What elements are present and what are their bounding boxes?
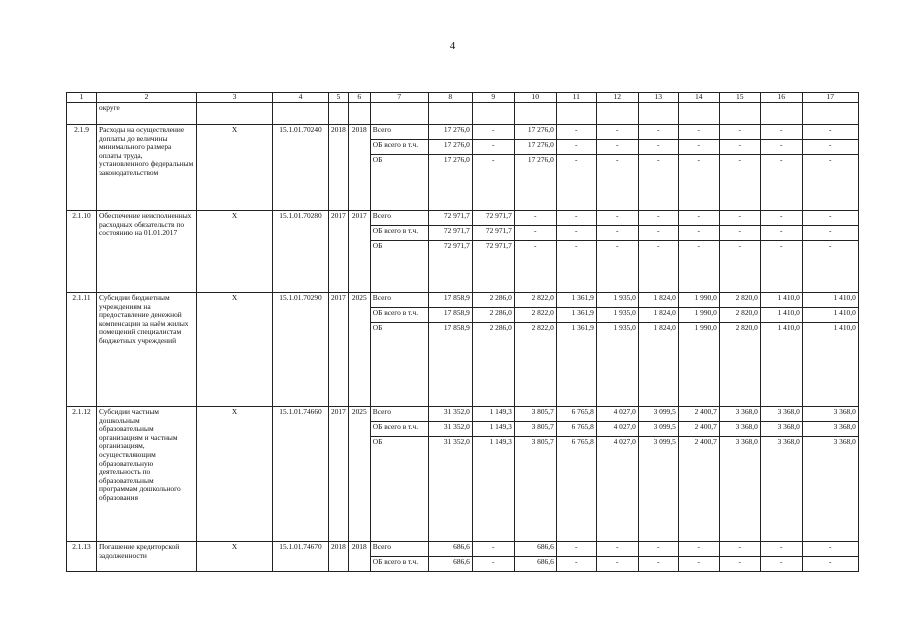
value-cell: 3 368,0 xyxy=(760,437,802,542)
col-header: 2 xyxy=(97,93,197,103)
value-cell: 1 410,0 xyxy=(802,293,858,308)
value-cell: - xyxy=(638,211,678,226)
value-cell: 6 765,8 xyxy=(556,437,596,542)
value-cell: 72 971,7 xyxy=(428,211,472,226)
value-cell: - xyxy=(802,542,858,557)
value-cell: - xyxy=(802,241,858,293)
value-cell: 17 858,9 xyxy=(428,323,472,407)
value-cell: 1 410,0 xyxy=(802,308,858,323)
value-cell: 1 361,9 xyxy=(556,323,596,407)
col-header: 1 xyxy=(67,93,97,103)
value-cell: - xyxy=(596,211,638,226)
funding-label: ОБ всего в т.ч. xyxy=(370,422,428,437)
value-cell: 72 971,7 xyxy=(428,226,472,241)
value-cell: 3 805,7 xyxy=(514,422,556,437)
value-cell: - xyxy=(678,542,719,557)
row-col3: X xyxy=(197,542,273,572)
value-cell: - xyxy=(638,125,678,140)
value-cell: - xyxy=(802,140,858,155)
value-cell: 1 935,0 xyxy=(596,308,638,323)
funding-label: ОБ xyxy=(370,323,428,407)
value-cell: - xyxy=(719,155,760,211)
value-cell: - xyxy=(596,125,638,140)
row-name: Погашение кредиторской задолженности xyxy=(97,542,197,572)
value-cell: 686,6 xyxy=(428,542,472,557)
value-cell: 2 822,0 xyxy=(514,308,556,323)
value-cell: - xyxy=(760,125,802,140)
col-header: 10 xyxy=(514,93,556,103)
value-cell: 31 352,0 xyxy=(428,437,472,542)
value-cell: - xyxy=(472,140,514,155)
value-cell: 2 820,0 xyxy=(719,323,760,407)
row-end-year: 2025 xyxy=(348,407,370,542)
value-cell: 1 410,0 xyxy=(760,323,802,407)
value-cell: 2 400,7 xyxy=(678,437,719,542)
row-end-year: 2017 xyxy=(348,211,370,293)
row-name: Субсидии частным дошкольным образовательным организациям и частным организациям, осуществляющим образовательную деятельность по образовательным программам дошкольного образования xyxy=(97,407,197,542)
table-row xyxy=(67,293,859,308)
value-cell: - xyxy=(678,557,719,572)
continuation-text: округе xyxy=(97,103,197,125)
value-cell: 3 099,5 xyxy=(638,422,678,437)
col-header: 15 xyxy=(719,93,760,103)
value-cell: - xyxy=(556,226,596,241)
col-header: 6 xyxy=(348,93,370,103)
funding-label: ОБ xyxy=(370,241,428,293)
value-cell: 72 971,7 xyxy=(472,226,514,241)
value-cell: 2 400,7 xyxy=(678,407,719,422)
value-cell: 31 352,0 xyxy=(428,422,472,437)
funding-label: Всего xyxy=(370,542,428,557)
value-cell: 1 935,0 xyxy=(596,293,638,308)
value-cell: 1 824,0 xyxy=(638,293,678,308)
col-header: 14 xyxy=(678,93,719,103)
value-cell: 72 971,7 xyxy=(472,211,514,226)
value-cell: 1 361,9 xyxy=(556,293,596,308)
value-cell: - xyxy=(719,226,760,241)
col-header: 4 xyxy=(273,93,329,103)
value-cell: 17 276,0 xyxy=(428,155,472,211)
value-cell: - xyxy=(638,241,678,293)
value-cell: 2 822,0 xyxy=(514,293,556,308)
value-cell: 2 820,0 xyxy=(719,293,760,308)
row-start-year: 2017 xyxy=(329,293,349,407)
col-header: 16 xyxy=(760,93,802,103)
col-header: 7 xyxy=(370,93,428,103)
value-cell: - xyxy=(802,557,858,572)
row-code: 15.1.01.70280 xyxy=(273,211,329,293)
value-cell: - xyxy=(678,211,719,226)
value-cell: - xyxy=(556,557,596,572)
value-cell: - xyxy=(760,241,802,293)
value-cell: - xyxy=(719,241,760,293)
value-cell: - xyxy=(596,542,638,557)
row-end-year: 2025 xyxy=(348,293,370,407)
value-cell: 3 368,0 xyxy=(802,422,858,437)
row-id: 2.1.12 xyxy=(67,407,97,542)
value-cell: 17 276,0 xyxy=(514,155,556,211)
value-cell: - xyxy=(678,140,719,155)
table-row xyxy=(67,542,859,557)
value-cell: 4 027,0 xyxy=(596,437,638,542)
row-start-year: 2017 xyxy=(329,407,349,542)
funding-label: ОБ всего в т.ч. xyxy=(370,557,428,572)
row-col3: X xyxy=(197,211,273,293)
row-col3: X xyxy=(197,125,273,211)
value-cell: 72 971,7 xyxy=(428,241,472,293)
value-cell: - xyxy=(514,241,556,293)
col-header: 11 xyxy=(556,93,596,103)
value-cell: 3 368,0 xyxy=(719,437,760,542)
col-header: 3 xyxy=(197,93,273,103)
funding-label: ОБ всего в т.ч. xyxy=(370,140,428,155)
value-cell: - xyxy=(472,125,514,140)
value-cell: 1 990,0 xyxy=(678,293,719,308)
value-cell: - xyxy=(556,125,596,140)
value-cell: - xyxy=(556,241,596,293)
funding-label: ОБ всего в т.ч. xyxy=(370,308,428,323)
row-start-year: 2018 xyxy=(329,125,349,211)
value-cell: - xyxy=(596,155,638,211)
value-cell: 1 824,0 xyxy=(638,308,678,323)
row-end-year: 2018 xyxy=(348,542,370,572)
row-name: Субсидии бюджетным учреждениям на предоставление денежной компенсации за наём жилых помещений специалистам бюджетных учреждений xyxy=(97,293,197,407)
value-cell: 2 286,0 xyxy=(472,293,514,308)
row-code: 15.1.01.74670 xyxy=(273,542,329,572)
value-cell: 6 765,8 xyxy=(556,407,596,422)
funding-label: Всего xyxy=(370,293,428,308)
value-cell: - xyxy=(802,226,858,241)
row-id: 2.1.10 xyxy=(67,211,97,293)
row-name: Расходы на осуществление доплаты до величины минимального размера оплаты труда, установленного федеральным законодательством xyxy=(97,125,197,211)
row-code: 15.1.01.70290 xyxy=(273,293,329,407)
value-cell: 3 368,0 xyxy=(760,407,802,422)
col-header: 13 xyxy=(638,93,678,103)
value-cell: 1 149,3 xyxy=(472,437,514,542)
value-cell: 686,6 xyxy=(514,542,556,557)
funding-label: Всего xyxy=(370,407,428,422)
col-header: 17 xyxy=(802,93,858,103)
value-cell: 72 971,7 xyxy=(472,241,514,293)
value-cell: 3 805,7 xyxy=(514,407,556,422)
value-cell: 2 822,0 xyxy=(514,323,556,407)
value-cell: 4 027,0 xyxy=(596,407,638,422)
value-cell: - xyxy=(719,211,760,226)
value-cell: - xyxy=(596,241,638,293)
value-cell: 3 099,5 xyxy=(638,437,678,542)
row-id: 2.1.9 xyxy=(67,125,97,211)
value-cell: 1 149,3 xyxy=(472,407,514,422)
row-code: 15.1.01.70240 xyxy=(273,125,329,211)
value-cell: 3 368,0 xyxy=(760,422,802,437)
value-cell: - xyxy=(514,211,556,226)
value-cell: - xyxy=(596,140,638,155)
value-cell: 4 027,0 xyxy=(596,422,638,437)
value-cell: - xyxy=(678,125,719,140)
value-cell: 1 149,3 xyxy=(472,422,514,437)
value-cell: - xyxy=(596,226,638,241)
value-cell: 2 820,0 xyxy=(719,308,760,323)
value-cell: 1 410,0 xyxy=(760,308,802,323)
value-cell: - xyxy=(556,542,596,557)
header-row xyxy=(67,93,859,103)
table-row xyxy=(67,125,859,140)
value-cell: 2 400,7 xyxy=(678,422,719,437)
value-cell: - xyxy=(760,557,802,572)
value-cell: - xyxy=(678,226,719,241)
col-header: 12 xyxy=(596,93,638,103)
value-cell: - xyxy=(719,125,760,140)
value-cell: 686,6 xyxy=(514,557,556,572)
value-cell: - xyxy=(719,140,760,155)
value-cell: - xyxy=(760,226,802,241)
value-cell: 1 410,0 xyxy=(802,323,858,407)
col-header: 9 xyxy=(472,93,514,103)
value-cell: - xyxy=(638,557,678,572)
value-cell: - xyxy=(678,155,719,211)
value-cell: - xyxy=(472,557,514,572)
value-cell: 3 099,5 xyxy=(638,407,678,422)
value-cell: - xyxy=(760,155,802,211)
value-cell: 1 410,0 xyxy=(760,293,802,308)
value-cell: - xyxy=(472,542,514,557)
row-id: 2.1.11 xyxy=(67,293,97,407)
value-cell: - xyxy=(556,140,596,155)
funding-label: Всего xyxy=(370,125,428,140)
value-cell: 3 805,7 xyxy=(514,437,556,542)
value-cell: 1 990,0 xyxy=(678,308,719,323)
funding-label: ОБ xyxy=(370,155,428,211)
value-cell: 3 368,0 xyxy=(802,407,858,422)
value-cell: - xyxy=(472,155,514,211)
value-cell: - xyxy=(638,226,678,241)
value-cell: - xyxy=(638,542,678,557)
value-cell: - xyxy=(556,211,596,226)
value-cell: - xyxy=(596,557,638,572)
value-cell: - xyxy=(719,542,760,557)
value-cell: 2 286,0 xyxy=(472,308,514,323)
table-body xyxy=(67,93,859,572)
page-number: 4 xyxy=(449,40,456,52)
value-cell: 3 368,0 xyxy=(719,422,760,437)
value-cell: 1 935,0 xyxy=(596,323,638,407)
value-cell: 2 286,0 xyxy=(472,323,514,407)
value-cell: 31 352,0 xyxy=(428,407,472,422)
value-cell: - xyxy=(760,211,802,226)
value-cell: - xyxy=(638,140,678,155)
col-header: 8 xyxy=(428,93,472,103)
row-start-year: 2018 xyxy=(329,542,349,572)
value-cell: 3 368,0 xyxy=(719,407,760,422)
funding-label: Всего xyxy=(370,211,428,226)
value-cell: - xyxy=(556,155,596,211)
row-name: Обеспечение неисполненных расходных обязательств по состоянию на 01.01.2017 xyxy=(97,211,197,293)
value-cell: 17 276,0 xyxy=(428,125,472,140)
value-cell: - xyxy=(802,211,858,226)
funding-label: ОБ всего в т.ч. xyxy=(370,226,428,241)
value-cell: 3 368,0 xyxy=(802,437,858,542)
value-cell: 6 765,8 xyxy=(556,422,596,437)
value-cell: 1 990,0 xyxy=(678,323,719,407)
row-code: 15.1.01.74660 xyxy=(273,407,329,542)
table-row xyxy=(67,211,859,226)
row-end-year: 2018 xyxy=(348,125,370,211)
value-cell: - xyxy=(638,155,678,211)
value-cell: 17 276,0 xyxy=(514,125,556,140)
program-table xyxy=(66,92,859,572)
value-cell: - xyxy=(514,226,556,241)
value-cell: - xyxy=(678,241,719,293)
funding-label: ОБ xyxy=(370,437,428,542)
continuation-row xyxy=(67,103,859,125)
value-cell: - xyxy=(760,140,802,155)
value-cell: 1 824,0 xyxy=(638,323,678,407)
value-cell: - xyxy=(760,542,802,557)
value-cell: 17 276,0 xyxy=(428,140,472,155)
row-col3: X xyxy=(197,293,273,407)
table-row xyxy=(67,407,859,422)
value-cell: 1 361,9 xyxy=(556,308,596,323)
row-start-year: 2017 xyxy=(329,211,349,293)
value-cell: 17 276,0 xyxy=(514,140,556,155)
value-cell: - xyxy=(802,155,858,211)
value-cell: - xyxy=(802,125,858,140)
col-header: 5 xyxy=(329,93,349,103)
value-cell: 17 858,9 xyxy=(428,308,472,323)
row-col3: X xyxy=(197,407,273,542)
value-cell: 686,6 xyxy=(428,557,472,572)
value-cell: - xyxy=(719,557,760,572)
row-id: 2.1.13 xyxy=(67,542,97,572)
value-cell: 17 858,9 xyxy=(428,293,472,308)
